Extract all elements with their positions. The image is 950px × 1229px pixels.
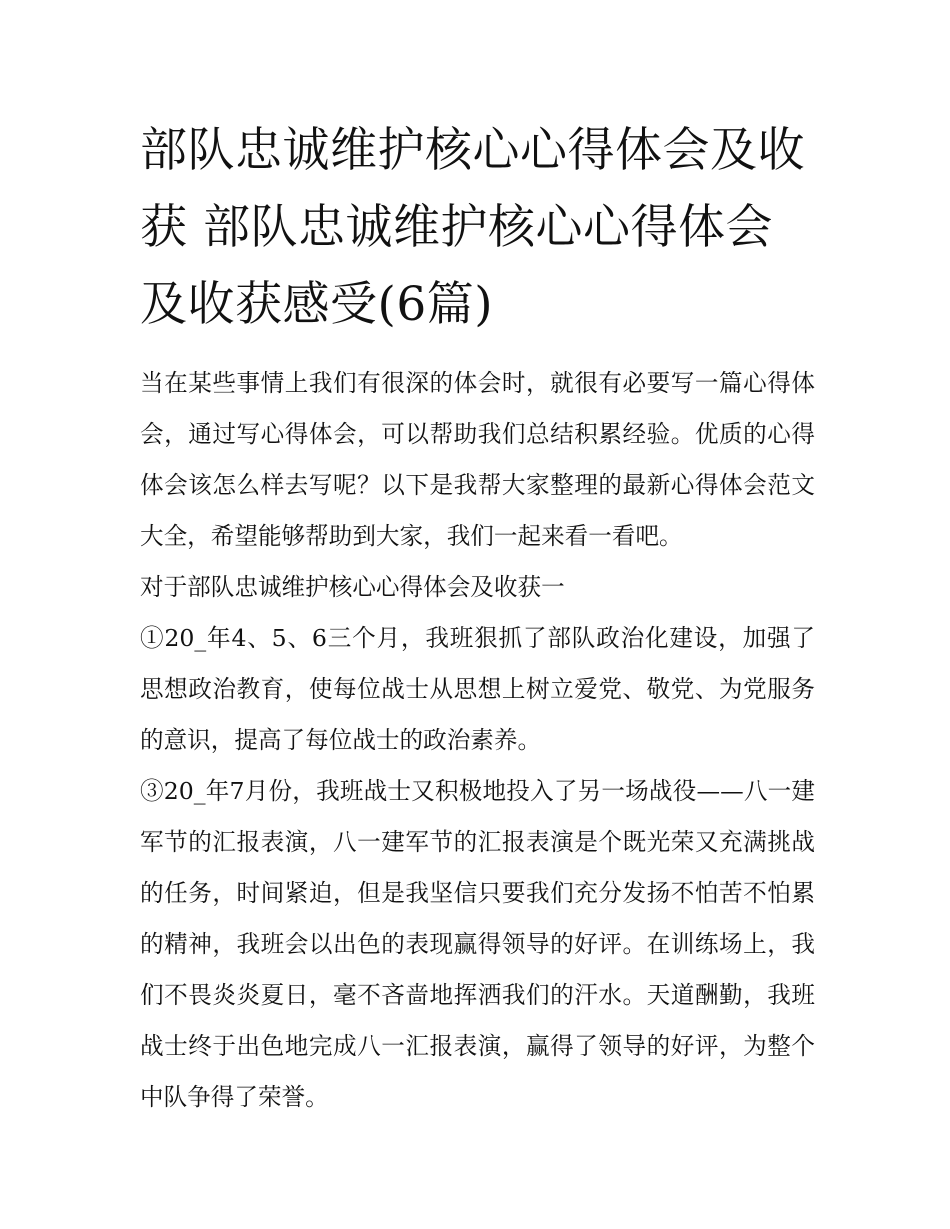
paragraph-item-1: ①20_年4、5、6三个月，我班狠抓了部队政治化建设，加强了思想政治教育，使每位战士从思想上树立爱党、敬党、为党服务的意识，提高了每位战士的政治素养。: [140, 624, 815, 754]
section-heading: 对于部队忠诚维护核心心得体会及收获一: [140, 573, 565, 601]
document-body: [140, 358, 815, 1123]
intro-paragraph: 当在某些事情上我们有很深的体会时，就很有必要写一篇心得体会，通过写心得体会，可以帮助我们总结积累经验。优质的心得体会该怎么样去写呢？以下是我帮大家整理的最新心得体会范文大全，希望能够帮助到大家，我们一起来看一看吧。: [140, 369, 815, 550]
paragraph-item-3: ③20_年7月份，我班战士又积极地投入了另一场战役——八一建军节的汇报表演，八一建军节的汇报表演是个既光荣又充满挑战的任务，时间紧迫，但是我坚信只要我们充分发扬不怕苦不怕累的精神，我班会以出色的表现赢得领导的好评。在训练场上，我们不畏炎炎夏日，毫不吝啬地挥洒我们的汗水。天道酬勤，我班战士终于出色地完成八一汇报表演，赢得了领导的好评，为整个中队争得了荣誉。: [140, 777, 815, 1111]
document-title: 部队忠诚维护核心心得体会及收获 部队忠诚维护核心心得体会及收获感受(6篇): [140, 123, 805, 332]
